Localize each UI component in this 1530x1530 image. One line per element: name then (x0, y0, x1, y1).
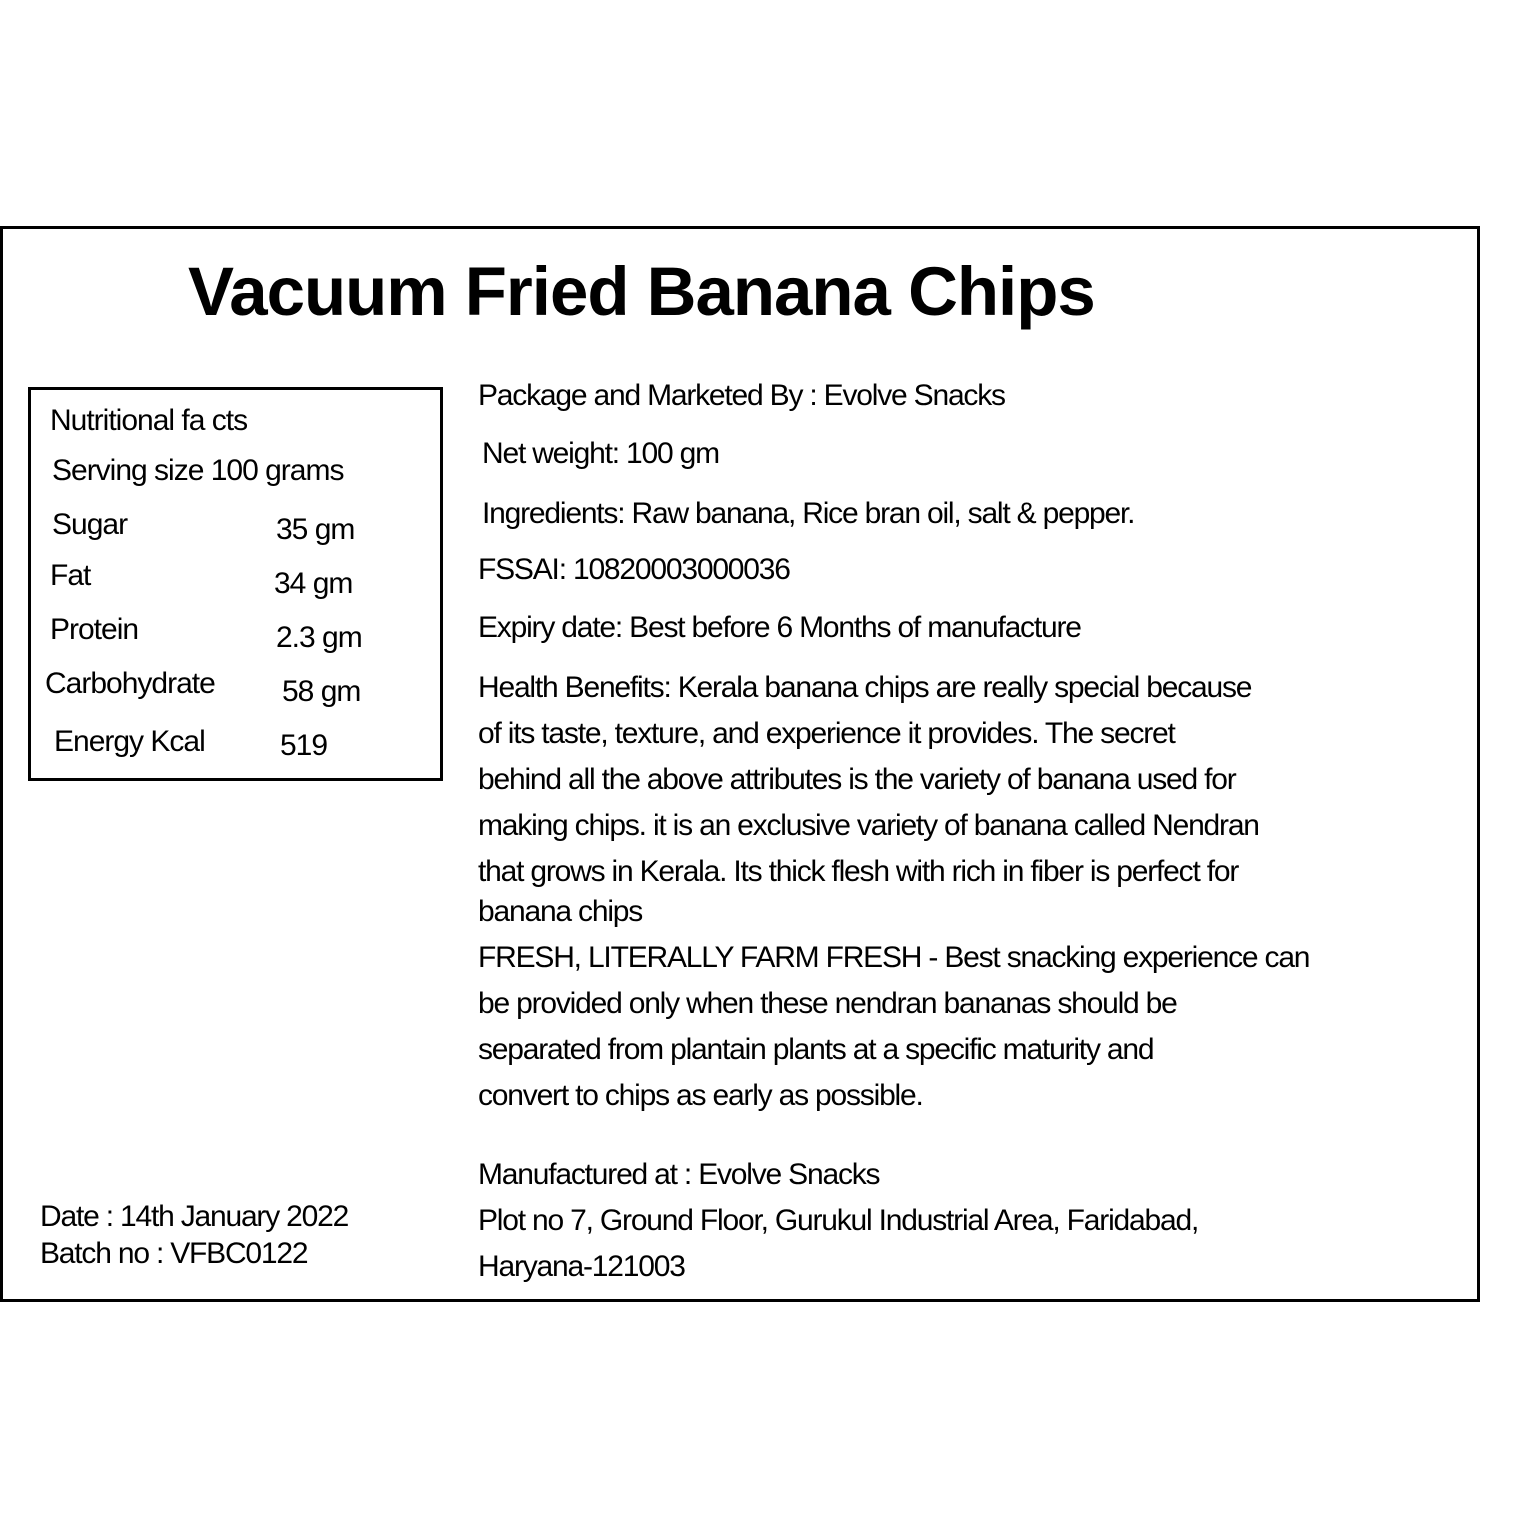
ingredients: Ingredients: Raw banana, Rice bran oil, salt & pepper. (482, 497, 1135, 530)
health-benefits-line: of its taste, texture, and experience it provides. The secret (478, 717, 1175, 750)
net-weight: Net weight: 100 gm (482, 437, 719, 470)
health-benefits (478, 665, 1438, 1119)
nutrient-value-protein: 2.3 gm (276, 621, 362, 654)
nutrient-name-fat: Fat (50, 559, 91, 592)
nutrient-value-sugar: 35 gm (276, 513, 355, 546)
nutrition-heading: Nutritional fa cts (50, 404, 248, 437)
nutrient-name-protein: Protein (50, 613, 139, 646)
fssai-number: FSSAI: 10820003000036 (478, 553, 790, 586)
health-benefits-line: that grows in Kerala. Its thick flesh with rich in fiber is perfect for (478, 855, 1239, 888)
batch-number: Batch no : VFBC0122 (40, 1237, 308, 1270)
nutrient-value-energy: 519 (280, 729, 328, 762)
nutrient-value-carbohydrate: 58 gm (282, 675, 361, 708)
nutrient-name-sugar: Sugar (52, 508, 128, 541)
manufacturer-line: Plot no 7, Ground Floor, Gurukul Industrial Area, Faridabad, (478, 1204, 1199, 1237)
nutrient-name-energy: Energy Kcal (54, 725, 205, 758)
health-benefits-line: making chips. it is an exclusive variety of banana called Nendran (478, 809, 1259, 842)
serving-size: Serving size 100 grams (52, 454, 344, 487)
manufacturer-line: Haryana-121003 (478, 1250, 685, 1283)
manufacturer-address (478, 1152, 1438, 1290)
nutrient-value-fat: 34 gm (274, 567, 353, 600)
health-benefits-line: convert to chips as early as possible. (478, 1079, 923, 1112)
nutrient-name-carbohydrate: Carbohydrate (45, 667, 215, 700)
health-benefits-line: FRESH, LITERALLY FARM FRESH - Best snacking experience can (478, 941, 1310, 974)
health-benefits-line: separated from plantain plants at a specific maturity and (478, 1033, 1154, 1066)
marketed-by: Package and Marketed By : Evolve Snacks (478, 379, 1005, 412)
product-title: Vacuum Fried Banana Chips (188, 253, 1095, 330)
health-benefits-line: banana chips (478, 895, 643, 928)
health-benefits-line: be provided only when these nendran bananas should be (478, 987, 1177, 1020)
manufacture-date: Date : 14th January 2022 (40, 1200, 349, 1233)
health-benefits-line: Health Benefits: Kerala banana chips are really special because (478, 671, 1252, 704)
manufacturer-line: Manufactured at : Evolve Snacks (478, 1158, 880, 1191)
health-benefits-line: behind all the above attributes is the variety of banana used for (478, 763, 1236, 796)
expiry-date: Expiry date: Best before 6 Months of manufacture (478, 611, 1081, 644)
